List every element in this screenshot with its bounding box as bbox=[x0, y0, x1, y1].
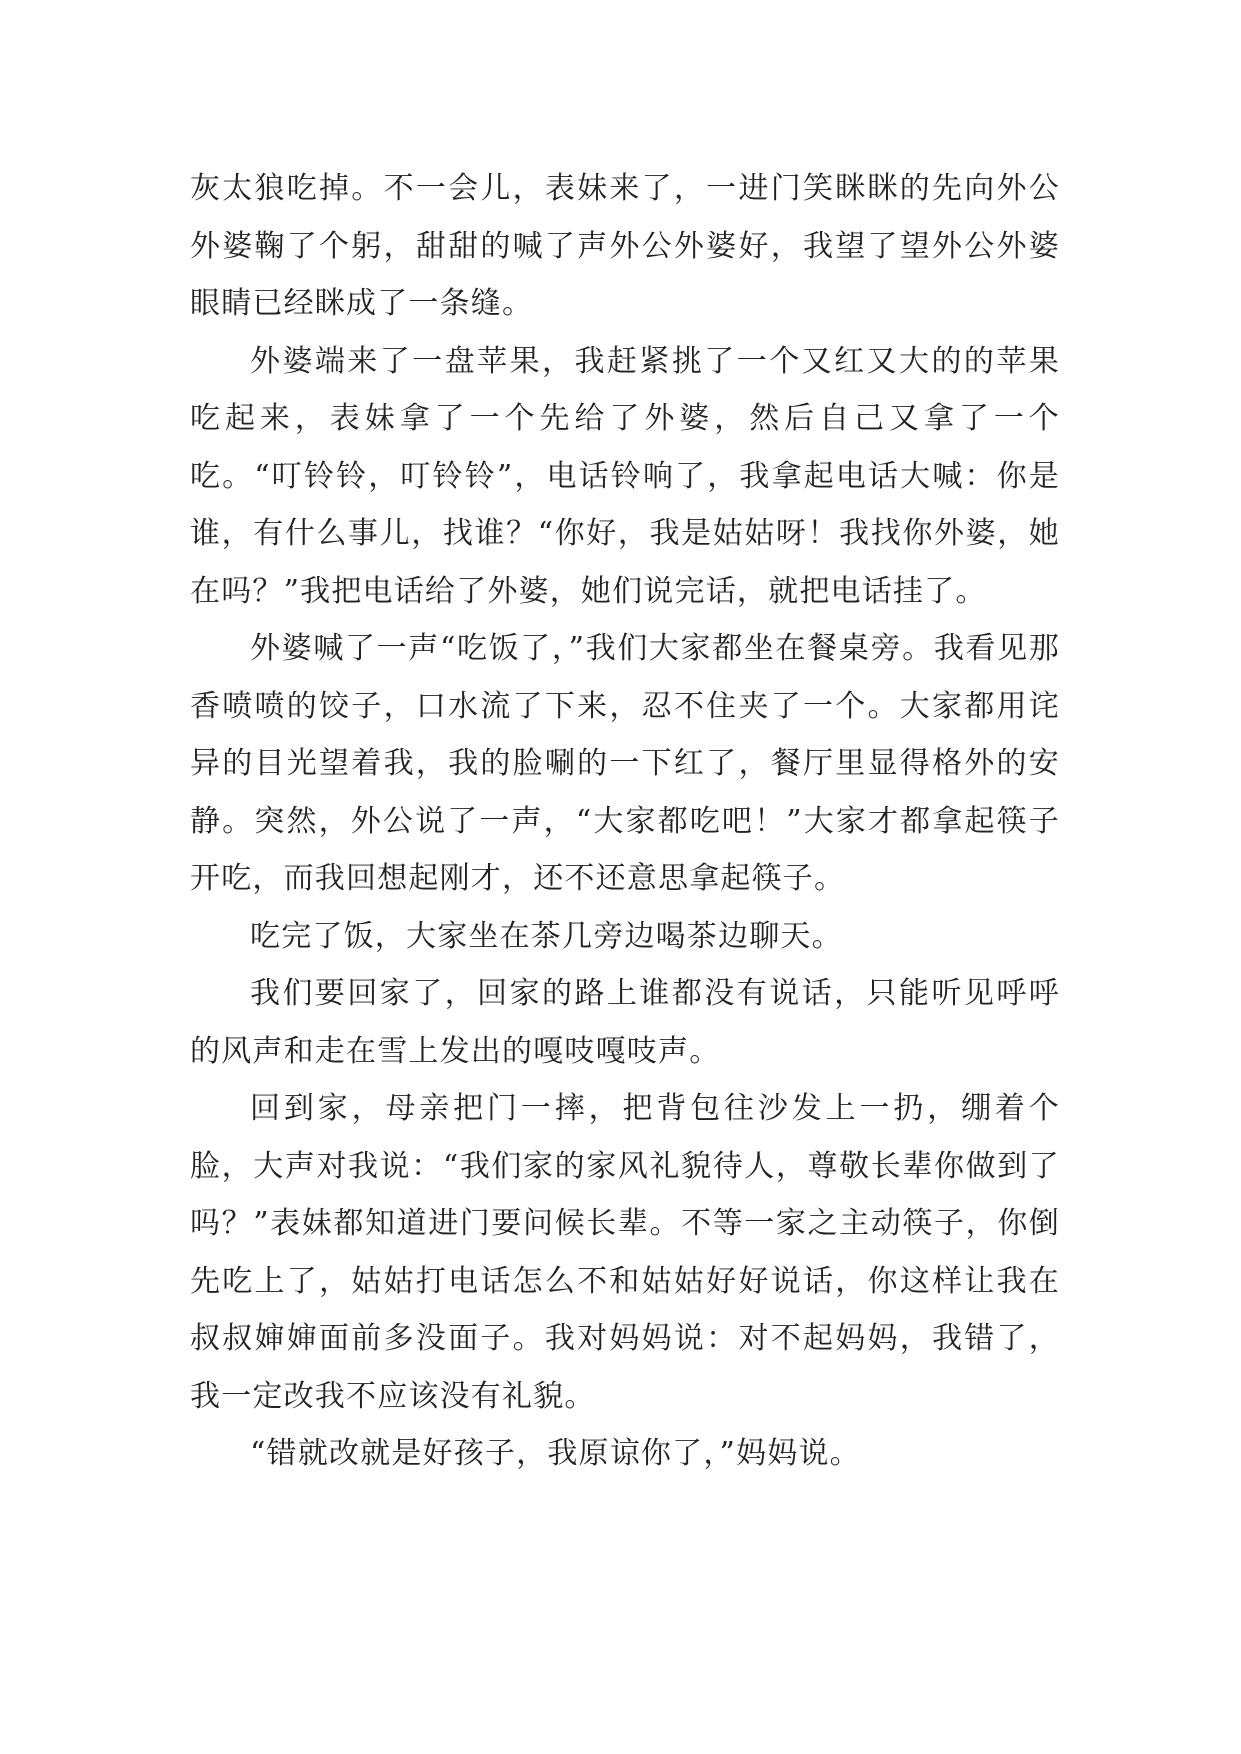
paragraph-7: “错就改就是好孩子，我原谅你了，”妈妈说。 bbox=[250, 1436, 861, 1471]
paragraph-3: 外婆喊了一声“吃饭了，”我们大家都坐在餐桌旁。我看见那香喷喷的饺子，口水流了下来，忍不住夹了一个。大家都用诧异的目光望着我，我的脸唰的一下红了，餐厅里显得格外的安静。突然，外公说了一声，“大家都吃吧！”大家才都拿起筷子开吃，而我回想起刚才，还不还意思拿起筷子。 bbox=[190, 631, 1060, 896]
paragraph-1: 灰太狼吃掉。不一会儿，表妹来了，一进门笑眯眯的先向外公外婆鞠了个躬，甜甜的喊了声外公外婆好，我望了望外公外婆眼睛已经眯成了一条缝。 bbox=[190, 171, 1060, 321]
document-body bbox=[190, 160, 1060, 1483]
paragraph-6: 回到家，母亲把门一摔，把背包往沙发上一扔，绷着个脸，大声对我说：“我们家的家风礼貌待人，尊敬长辈你做到了吗？”表妹都知道进门要问候长辈。不等一家之主动筷子，你倒先吃上了，姑姑打电话怎么不和姑姑好好说话，你这样让我在叔叔婶婶面前多没面子。我对妈妈说：对不起妈妈，我错了，我一定改我不应该没有礼貌。 bbox=[190, 1091, 1060, 1414]
paragraph-2: 外婆端来了一盘苹果，我赶紧挑了一个又红又大的的苹果吃起来，表妹拿了一个先给了外婆，然后自己又拿了一个吃。“叮铃铃，叮铃铃”，电话铃响了，我拿起电话大喊：你是谁，有什么事儿，找谁？“你好，我是姑姑呀！我找你外婆，她在吗？”我把电话给了外婆，她们说完话，就把电话挂了。 bbox=[190, 343, 1060, 609]
paragraph-4: 吃完了饭，大家坐在茶几旁边喝茶边聊天。 bbox=[250, 918, 843, 954]
paragraph-5: 我们要回家了，回家的路上谁都没有说话，只能听见呼呼的风声和走在雪上发出的嘎吱嘎吱声。 bbox=[190, 976, 1060, 1069]
